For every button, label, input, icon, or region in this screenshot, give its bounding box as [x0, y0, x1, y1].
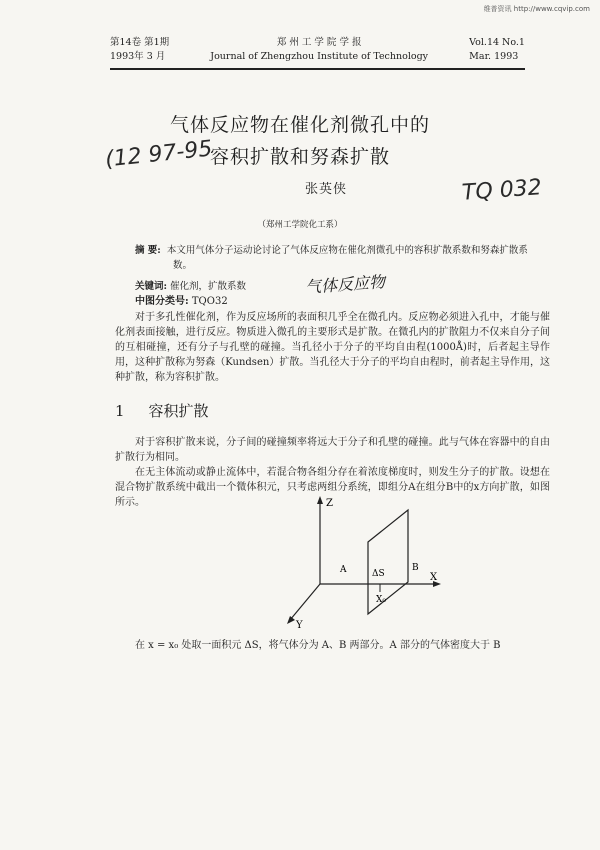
y-arrowhead [287, 616, 295, 624]
area-element-plane [368, 510, 408, 614]
vol-no: Vol.14 No.1 [469, 37, 525, 48]
paragraph-4 [115, 638, 550, 653]
mar-year: Mar. 1993 [469, 51, 519, 62]
journal-name-cn: 郑 州 工 学 院 学 报 [276, 37, 362, 48]
abstract-label: 摘 要: [135, 245, 161, 256]
section-number: 1 [115, 402, 125, 420]
label-z: Z [326, 498, 333, 509]
paragraph-2-text: 对于容积扩散来说，分子间的碰撞频率将远大于分子和孔壁的碰撞。此与气体在容器中的自由扩散行为相同。 [115, 437, 550, 463]
journal-name-en: Journal of Zhengzhou Institute of Technology [210, 51, 429, 62]
abstract-text: 本文用气体分子运动论讨论了气体反应物在催化剂微孔中的容积扩散系数和努森扩散系数。 [166, 245, 528, 271]
label-delta-s: ΔS [372, 569, 385, 579]
label-x0: X₀ [376, 595, 387, 605]
keywords [135, 272, 386, 297]
paragraph-4-text: 在 x = x₀ 处取一面积元 ΔS，将气体分为 A、B 两部分。A 部分的气体密度大于 B [135, 640, 501, 651]
section-title: 容积扩散 [148, 402, 209, 420]
classification [135, 292, 228, 307]
keywords-text: 催化剂，扩散系数 [170, 281, 247, 292]
y-axis [290, 584, 320, 620]
paper-title-line1: 气体反应物在催化剂微孔中的 [169, 114, 430, 136]
label-x: X [430, 572, 438, 583]
classification-label: 中图分类号: [135, 296, 189, 307]
intro-text: 对于多孔性催化剂，作为反应场所的表面积几乎全在微孔内。反应物必须进入孔中，才能与催化剂表面接触，进行反应。物质进入微孔的主要形式是扩散。在微孔内的扩散阻力不仅来自分子间的互相碰撞，还有分子与孔壁的碰撞。当孔径小于分子的平均自由程(1000Å)时，后者起主导作用，这种扩散称为努森（Kundsen）扩散。当孔径大于分子的平均自由程时，前者起主导作用，这种扩散，称为容积扩散。 [115, 312, 550, 383]
paragraph-3-text: 在无主体流动或静止流体中，若混合物各组分存在着浓度梯度时，则发生分子的扩散。设想在混合物扩散系统中截出一个微体积元，只考虑两组分系统，即组分A在组分B中的x方向扩散，如图所示。 [115, 467, 550, 508]
paragraph-2 [115, 435, 550, 465]
abstract [135, 243, 545, 273]
watermark: 维普资讯 http://www.cqvip.com [483, 5, 590, 13]
label-b: B [412, 563, 419, 573]
handwritten-note-left: (12 97-95 [103, 136, 214, 173]
volume-issue: 第14卷 第1期 [110, 37, 170, 48]
axes-diagram [280, 492, 450, 632]
paper-title-line2: 容积扩散和努森扩散 [209, 146, 390, 168]
issue-date: 1993年 3 月 [110, 51, 166, 62]
affiliation: （郑州工学院化工系） [257, 220, 343, 230]
handwritten-classification: TQ 032 [461, 175, 543, 206]
author: 张英侠 [305, 182, 348, 197]
journal-header [110, 36, 525, 70]
classification-code: TQO32 [191, 296, 228, 307]
diffusion-figure [280, 492, 450, 632]
intro-paragraph [115, 310, 550, 385]
z-arrowhead [317, 496, 323, 504]
label-y: Y [296, 620, 303, 631]
section-heading [115, 400, 209, 421]
handwritten-keyword-note: 气体反应物 [304, 272, 386, 297]
label-a: A [340, 565, 347, 575]
keywords-label: 关键词: [135, 281, 168, 292]
